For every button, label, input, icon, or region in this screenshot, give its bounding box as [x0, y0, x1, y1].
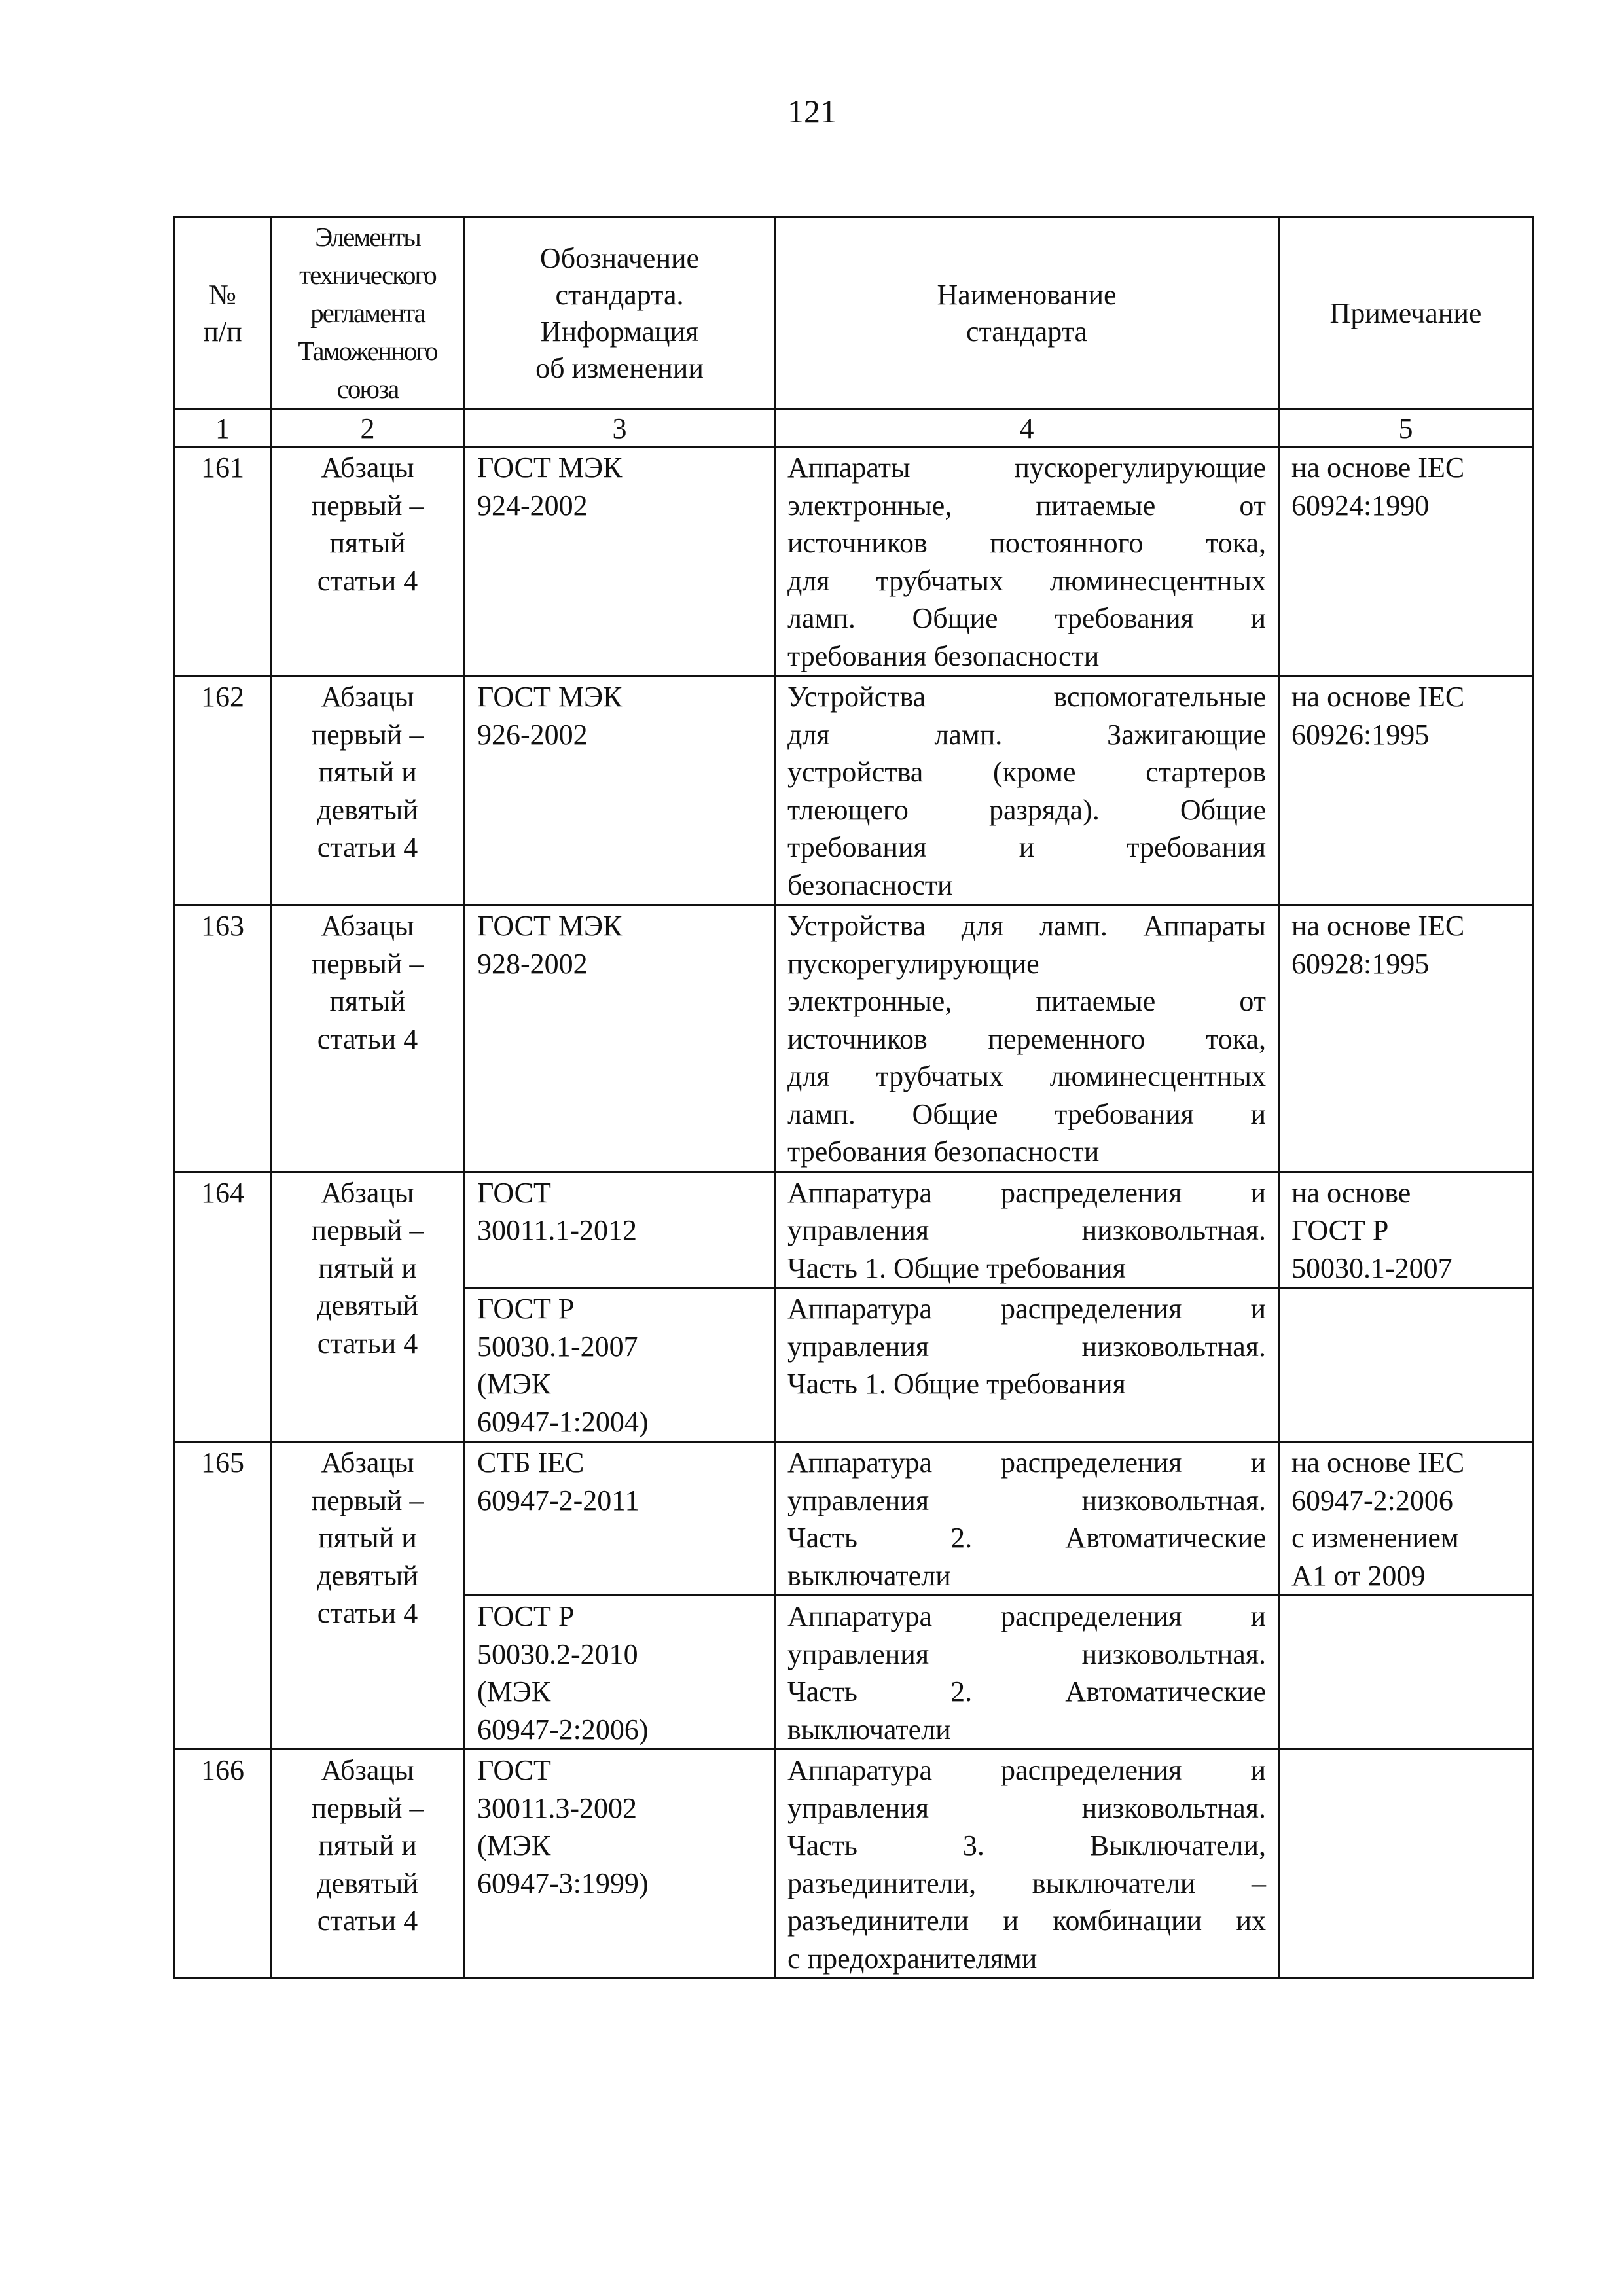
- text-line: Часть 2. Автоматические: [787, 1522, 1266, 1554]
- text-line: регламента: [310, 298, 425, 328]
- table-header: [175, 217, 1533, 447]
- text-line: 30011.1-2012: [477, 1214, 638, 1246]
- text-line: Элементы: [315, 222, 420, 252]
- text-line: стандарта.: [555, 279, 684, 311]
- text-line: девятый: [317, 1867, 418, 1899]
- regulation-elements-cell: [271, 1172, 465, 1442]
- text-line: устройства (кроме стартеров: [787, 756, 1266, 788]
- text-line: выключатели: [787, 1713, 951, 1746]
- text-line: А1 от 2009: [1291, 1559, 1426, 1592]
- text-line: Абзацы: [321, 452, 414, 484]
- text-line: ламп. Общие требования и: [787, 602, 1266, 634]
- text-line: с предохранителями: [787, 1942, 1038, 1975]
- text-line: Устройства для ламп. Аппараты: [787, 910, 1266, 942]
- standard-name-cell: [775, 447, 1279, 676]
- regulation-elements-cell: [271, 1442, 465, 1749]
- text-line: Примечание: [1329, 297, 1482, 329]
- text-line: 50030.1-2007: [1291, 1251, 1453, 1284]
- column-number: 3: [465, 409, 775, 447]
- text-line: девятый: [317, 1559, 418, 1592]
- header-no: [175, 217, 271, 409]
- standard-name-cell: [775, 1288, 1279, 1442]
- text-line: пятый и: [318, 1829, 417, 1861]
- header-designation: [465, 217, 775, 409]
- text-line: статьи 4: [317, 831, 418, 863]
- row-number-cell: 165: [175, 1442, 271, 1749]
- regulation-elements-cell: [271, 447, 465, 676]
- text-line: ГОСТ Р: [1291, 1214, 1389, 1246]
- text-line: пятый и: [318, 756, 417, 788]
- header-note: [1279, 217, 1533, 409]
- table-body: [175, 447, 1533, 1979]
- text-line: требования безопасности: [787, 1136, 1100, 1168]
- text-line: 60924:1990: [1291, 489, 1430, 522]
- text-line: источников переменного тока,: [787, 1022, 1266, 1055]
- text-line: Абзацы: [321, 1754, 414, 1786]
- regulation-elements-cell: [271, 1749, 465, 1979]
- standard-name-cell: [775, 1172, 1279, 1288]
- text-line: управления низковольтная.: [787, 1638, 1266, 1670]
- note-cell: [1279, 1749, 1533, 1979]
- text-line: первый –: [311, 1791, 424, 1824]
- text-line: с изменением: [1291, 1522, 1459, 1554]
- text-line: на основе IEC: [1291, 1446, 1465, 1479]
- text-line: выключатели: [787, 1559, 951, 1592]
- text-line: для ламп. Зажигающие: [787, 718, 1266, 751]
- text-line: девятый: [317, 1289, 418, 1321]
- text-line: 60947-3:1999): [477, 1867, 649, 1899]
- text-line: электронные, питаемые от: [787, 985, 1266, 1017]
- text-line: Аппаратура распределения и: [787, 1176, 1266, 1209]
- text-line: 60947-1:2004): [477, 1405, 649, 1438]
- text-line: первый –: [311, 718, 424, 751]
- standard-designation-cell: [465, 1172, 775, 1288]
- text-line: для трубчатых люминесцентных: [787, 1060, 1266, 1092]
- text-line: разъединители, выключатели –: [787, 1867, 1266, 1899]
- text-line: Аппаратура распределения и: [787, 1754, 1266, 1786]
- text-line: ГОСТ Р: [477, 1293, 575, 1325]
- table-row: [175, 1172, 1533, 1288]
- row-number-cell: 164: [175, 1172, 271, 1442]
- text-line: статьи 4: [317, 1022, 418, 1055]
- text-line: статьи 4: [317, 1905, 418, 1937]
- header-elements: [271, 217, 465, 409]
- text-line: Абзацы: [321, 1176, 414, 1209]
- text-line: управления низковольтная.: [787, 1214, 1266, 1246]
- text-line: 30011.3-2002: [477, 1791, 638, 1824]
- text-line: ГОСТ МЭК: [477, 452, 623, 484]
- text-line: Таможенного: [298, 336, 437, 366]
- text-line: 60947-2:2006): [477, 1713, 649, 1746]
- text-line: пятый: [329, 985, 406, 1017]
- header-name: [775, 217, 1279, 409]
- row-number-cell: 161: [175, 447, 271, 676]
- text-line: Часть 2. Автоматические: [787, 1676, 1266, 1708]
- note-cell: [1279, 1172, 1533, 1288]
- text-line: Часть 1. Общие требования: [787, 1368, 1126, 1400]
- standard-designation-cell: [465, 676, 775, 905]
- text-line: п/п: [203, 315, 242, 348]
- text-line: (МЭК: [477, 1676, 551, 1708]
- text-line: Информация: [540, 315, 699, 348]
- text-line: первый –: [311, 489, 424, 522]
- text-line: требования и требования: [787, 831, 1266, 863]
- text-line: Аппараты пускорегулирующие: [787, 452, 1266, 484]
- standard-designation-cell: [465, 1442, 775, 1596]
- text-line: на основе IEC: [1291, 681, 1465, 713]
- text-line: Абзацы: [321, 681, 414, 713]
- text-line: Аппаратура распределения и: [787, 1293, 1266, 1325]
- text-line: 60947-2:2006: [1291, 1484, 1453, 1516]
- standard-designation-cell: [465, 447, 775, 676]
- text-line: девятый: [317, 793, 418, 826]
- text-line: Аппаратура распределения и: [787, 1600, 1266, 1632]
- standard-designation-cell: [465, 1749, 775, 1979]
- table-row: [175, 676, 1533, 905]
- text-line: союза: [336, 374, 399, 404]
- row-number-cell: 163: [175, 905, 271, 1172]
- text-line: 926-2002: [477, 718, 588, 751]
- text-line: статьи 4: [317, 564, 418, 597]
- table-row: [175, 447, 1533, 676]
- text-line: 60926:1995: [1291, 718, 1430, 751]
- text-line: разъединители и комбинации их: [787, 1905, 1266, 1937]
- text-line: на основе IEC: [1291, 910, 1465, 942]
- text-line: для трубчатых люминесцентных: [787, 564, 1266, 597]
- text-line: статьи 4: [317, 1597, 418, 1629]
- note-cell: [1279, 1442, 1533, 1596]
- text-line: Аппаратура распределения и: [787, 1446, 1266, 1479]
- regulation-elements-cell: [271, 676, 465, 905]
- column-number: 5: [1279, 409, 1533, 447]
- text-line: источников постоянного тока,: [787, 527, 1266, 559]
- text-line: первый –: [311, 1214, 424, 1246]
- text-line: пятый и: [318, 1522, 417, 1554]
- text-line: СТБ IEC: [477, 1446, 585, 1479]
- standard-designation-cell: [465, 1596, 775, 1749]
- note-cell: [1279, 676, 1533, 905]
- text-line: первый –: [311, 947, 424, 980]
- text-line: управления низковольтная.: [787, 1484, 1266, 1516]
- text-line: ламп. Общие требования и: [787, 1098, 1266, 1130]
- column-numbers-row: [175, 409, 1533, 447]
- column-number: 1: [175, 409, 271, 447]
- text-line: Обозначение: [539, 242, 700, 274]
- text-line: технического: [299, 260, 436, 290]
- regulation-elements-cell: [271, 905, 465, 1172]
- column-number: 2: [271, 409, 465, 447]
- text-line: Устройства вспомогательные: [787, 681, 1266, 713]
- text-line: статьи 4: [317, 1327, 418, 1359]
- text-line: №: [209, 279, 236, 311]
- text-line: ГОСТ: [477, 1176, 551, 1209]
- standard-designation-cell: [465, 905, 775, 1172]
- text-line: 50030.2-2010: [477, 1638, 638, 1670]
- text-line: Абзацы: [321, 910, 414, 942]
- standard-name-cell: [775, 1442, 1279, 1596]
- row-number-cell: 166: [175, 1749, 271, 1979]
- note-cell: [1279, 1596, 1533, 1749]
- page-number: 121: [787, 93, 837, 130]
- text-line: стандарта: [965, 315, 1087, 348]
- table-row: [175, 905, 1533, 1172]
- text-line: об изменении: [535, 352, 704, 384]
- text-line: 60947-2-2011: [477, 1484, 640, 1516]
- text-line: ГОСТ Р: [477, 1600, 575, 1632]
- text-line: управления низковольтная.: [787, 1330, 1266, 1363]
- text-line: Наименование: [937, 279, 1117, 311]
- table-row: [175, 1749, 1533, 1979]
- text-line: ГОСТ МЭК: [477, 910, 623, 942]
- text-line: 60928:1995: [1291, 947, 1430, 980]
- text-line: тлеющего разряда). Общие: [787, 793, 1266, 826]
- text-line: требования безопасности: [787, 639, 1100, 672]
- note-cell: [1279, 447, 1533, 676]
- text-line: (МЭК: [477, 1368, 551, 1400]
- text-line: управления низковольтная.: [787, 1791, 1266, 1824]
- standard-name-cell: [775, 905, 1279, 1172]
- text-line: пятый: [329, 527, 406, 559]
- standard-designation-cell: [465, 1288, 775, 1442]
- note-cell: [1279, 1288, 1533, 1442]
- text-line: на основе: [1291, 1176, 1411, 1209]
- text-line: безопасности: [787, 869, 953, 901]
- text-line: Часть 3. Выключатели,: [787, 1829, 1266, 1861]
- text-line: пускорегулирующие: [787, 947, 1039, 980]
- standard-name-cell: [775, 1749, 1279, 1979]
- text-line: ГОСТ: [477, 1754, 551, 1786]
- text-line: на основе IEC: [1291, 452, 1465, 484]
- standard-name-cell: [775, 676, 1279, 905]
- text-line: ГОСТ МЭК: [477, 681, 623, 713]
- column-number: 4: [775, 409, 1279, 447]
- text-line: пятый и: [318, 1251, 417, 1284]
- text-line: 928-2002: [477, 947, 588, 980]
- text-line: Часть 1. Общие требования: [787, 1251, 1126, 1284]
- row-number-cell: 162: [175, 676, 271, 905]
- standard-name-cell: [775, 1596, 1279, 1749]
- text-line: Абзацы: [321, 1446, 414, 1479]
- standards-table: [173, 216, 1534, 1979]
- text-line: первый –: [311, 1484, 424, 1516]
- table-row: [175, 1442, 1533, 1596]
- text-line: 924-2002: [477, 489, 588, 522]
- text-line: электронные, питаемые от: [787, 489, 1266, 522]
- note-cell: [1279, 905, 1533, 1172]
- text-line: (МЭК: [477, 1829, 551, 1861]
- text-line: 50030.1-2007: [477, 1330, 638, 1363]
